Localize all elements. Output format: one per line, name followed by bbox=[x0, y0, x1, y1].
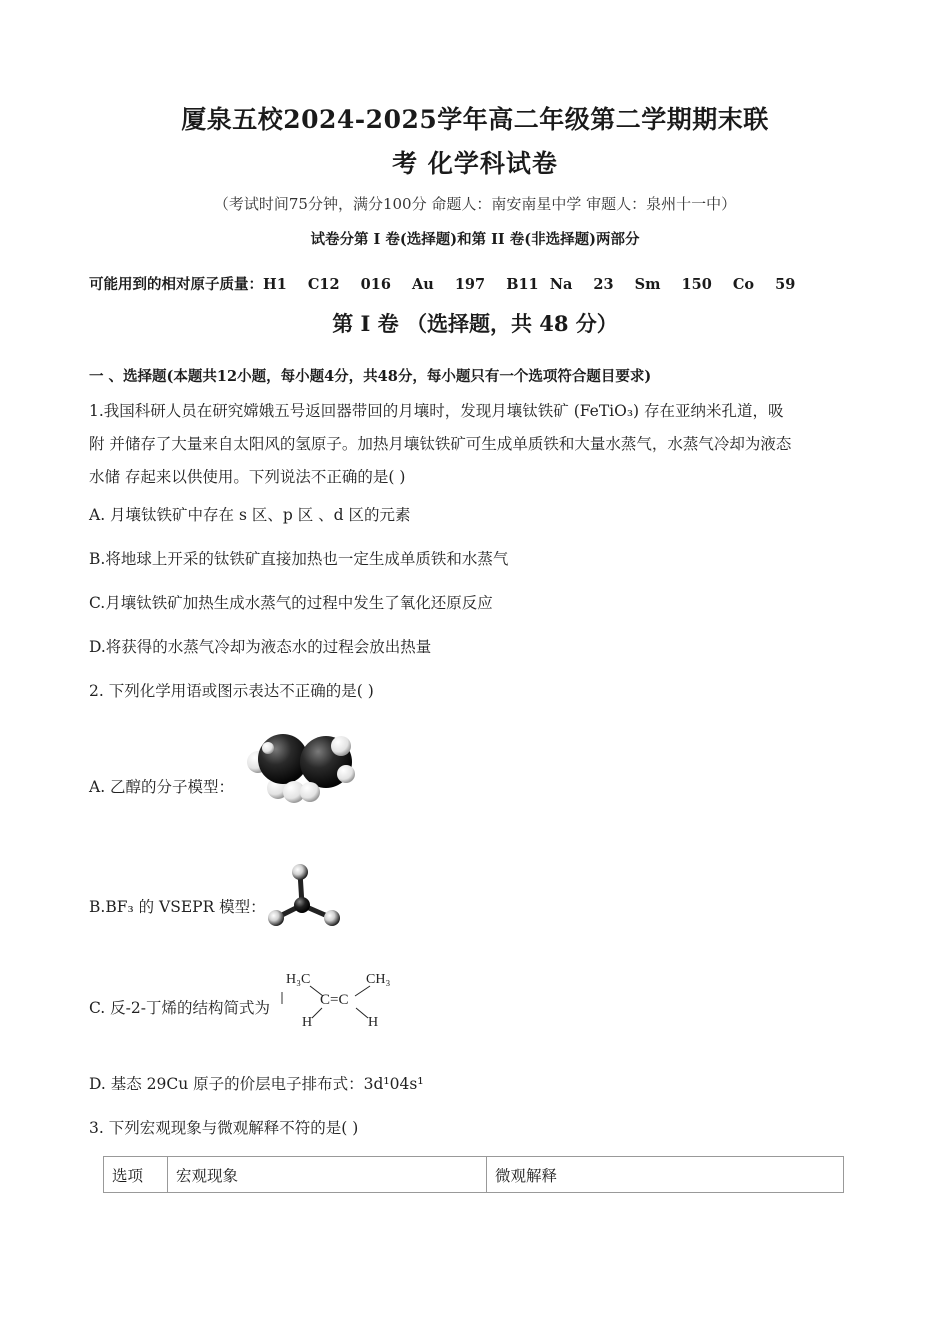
q1-line: 水储 存起来以供使用。下列说法不正确的是( ) bbox=[89, 468, 406, 486]
masses-label: 可能用到的相对原子质量：H1 bbox=[89, 276, 287, 293]
table-header-macro: 宏观现象 bbox=[168, 1157, 487, 1193]
mass-item: B11 bbox=[506, 276, 539, 293]
table-header-micro: 微观解释 bbox=[487, 1157, 844, 1193]
q2-option-b: B.BF₃ 的 VSEPR 模型： bbox=[89, 898, 266, 916]
q3-table bbox=[103, 1156, 844, 1193]
mass-item: 23 bbox=[593, 276, 614, 293]
ch3-label: CH₃ bbox=[366, 972, 391, 987]
h-left-label: H bbox=[302, 1015, 313, 1030]
question-2-stem: 2. 下列化学用语或图示表达不正确的是( ) bbox=[89, 682, 374, 700]
q1-line: 1.我国科研人员在研究嫦娥五号返回器带回的月壤时，发现月壤钛铁矿 (FeTiO₃) 存在亚纳米孔道，吸 bbox=[89, 402, 784, 420]
mass-item: Sm bbox=[634, 276, 661, 293]
exam-intro: 试卷分第 I 卷(选择题)和第 II 卷(非选择题)两部分 bbox=[310, 231, 640, 248]
mass-item: 150 bbox=[681, 276, 712, 293]
mass-item: 197 bbox=[454, 276, 486, 293]
q2-option-a: A. 乙醇的分子模型： bbox=[89, 778, 235, 796]
q1-option-b: B.将地球上开采的钛铁矿直接加热也一定生成单质铁和水蒸气 bbox=[89, 550, 509, 568]
ethanol-ball-model-figure bbox=[238, 728, 356, 806]
q2-option-d: D. 基态 29Cu 原子的价层电子排布式：3d¹04s¹ bbox=[89, 1075, 424, 1093]
mass-item: C12 bbox=[307, 276, 340, 293]
h3c-label: H₃C bbox=[286, 972, 311, 987]
section-title: 第 I 卷 （选择题，共 48 分） bbox=[332, 311, 618, 336]
bf3-vsepr-model-figure bbox=[262, 860, 346, 932]
q1-option-a: A. 月壤钛铁矿中存在 s 区、p 区 、d 区的元素 bbox=[89, 506, 411, 524]
mass-item: Au bbox=[411, 276, 434, 293]
exam-title-line1: 厦泉五校2024-2025学年高二年级第二学期期末联 bbox=[181, 105, 769, 134]
table-header-option: 选项 bbox=[104, 1157, 168, 1193]
mass-item: Co bbox=[732, 276, 755, 293]
exam-info: （考试时间75分钟，满分100分 命题人：南安南星中学 审题人：泉州十一中） bbox=[213, 195, 737, 213]
table-header-row bbox=[104, 1157, 844, 1193]
question-3-stem: 3. 下列宏观现象与微观解释不符的是( ) bbox=[89, 1119, 359, 1137]
mass-item: Na bbox=[549, 276, 573, 293]
question-1-stem bbox=[89, 395, 861, 494]
mass-item: 59 bbox=[775, 276, 796, 293]
q1-line: 附 并储存了大量来自太阳风的氢原子。加热月壤钛铁矿可生成单质铁和大量水蒸气，水蒸气冷却为液态 bbox=[89, 435, 792, 453]
mass-item: 016 bbox=[360, 276, 391, 293]
h-right-label: H bbox=[368, 1015, 379, 1030]
q2-option-c: C. 反-2-丁烯的结构简式为 bbox=[89, 999, 270, 1017]
atomic-masses bbox=[89, 273, 811, 294]
q1-option-c: C.月壤钛铁矿加热生成水蒸气的过程中发生了氧化还原反应 bbox=[89, 594, 493, 612]
double-bond-label: C=C bbox=[320, 992, 349, 1008]
trans-2-butene-structure-figure bbox=[280, 966, 402, 1030]
q1-option-d: D.将获得的水蒸气冷却为液态水的过程会放出热量 bbox=[89, 638, 432, 656]
exam-title-line2: 考 化学科试卷 bbox=[392, 149, 558, 178]
part-heading: 一 、选择题(本题共12小题，每小题4分，共48分，每小题只有一个选项符合题目要求) bbox=[89, 368, 652, 385]
